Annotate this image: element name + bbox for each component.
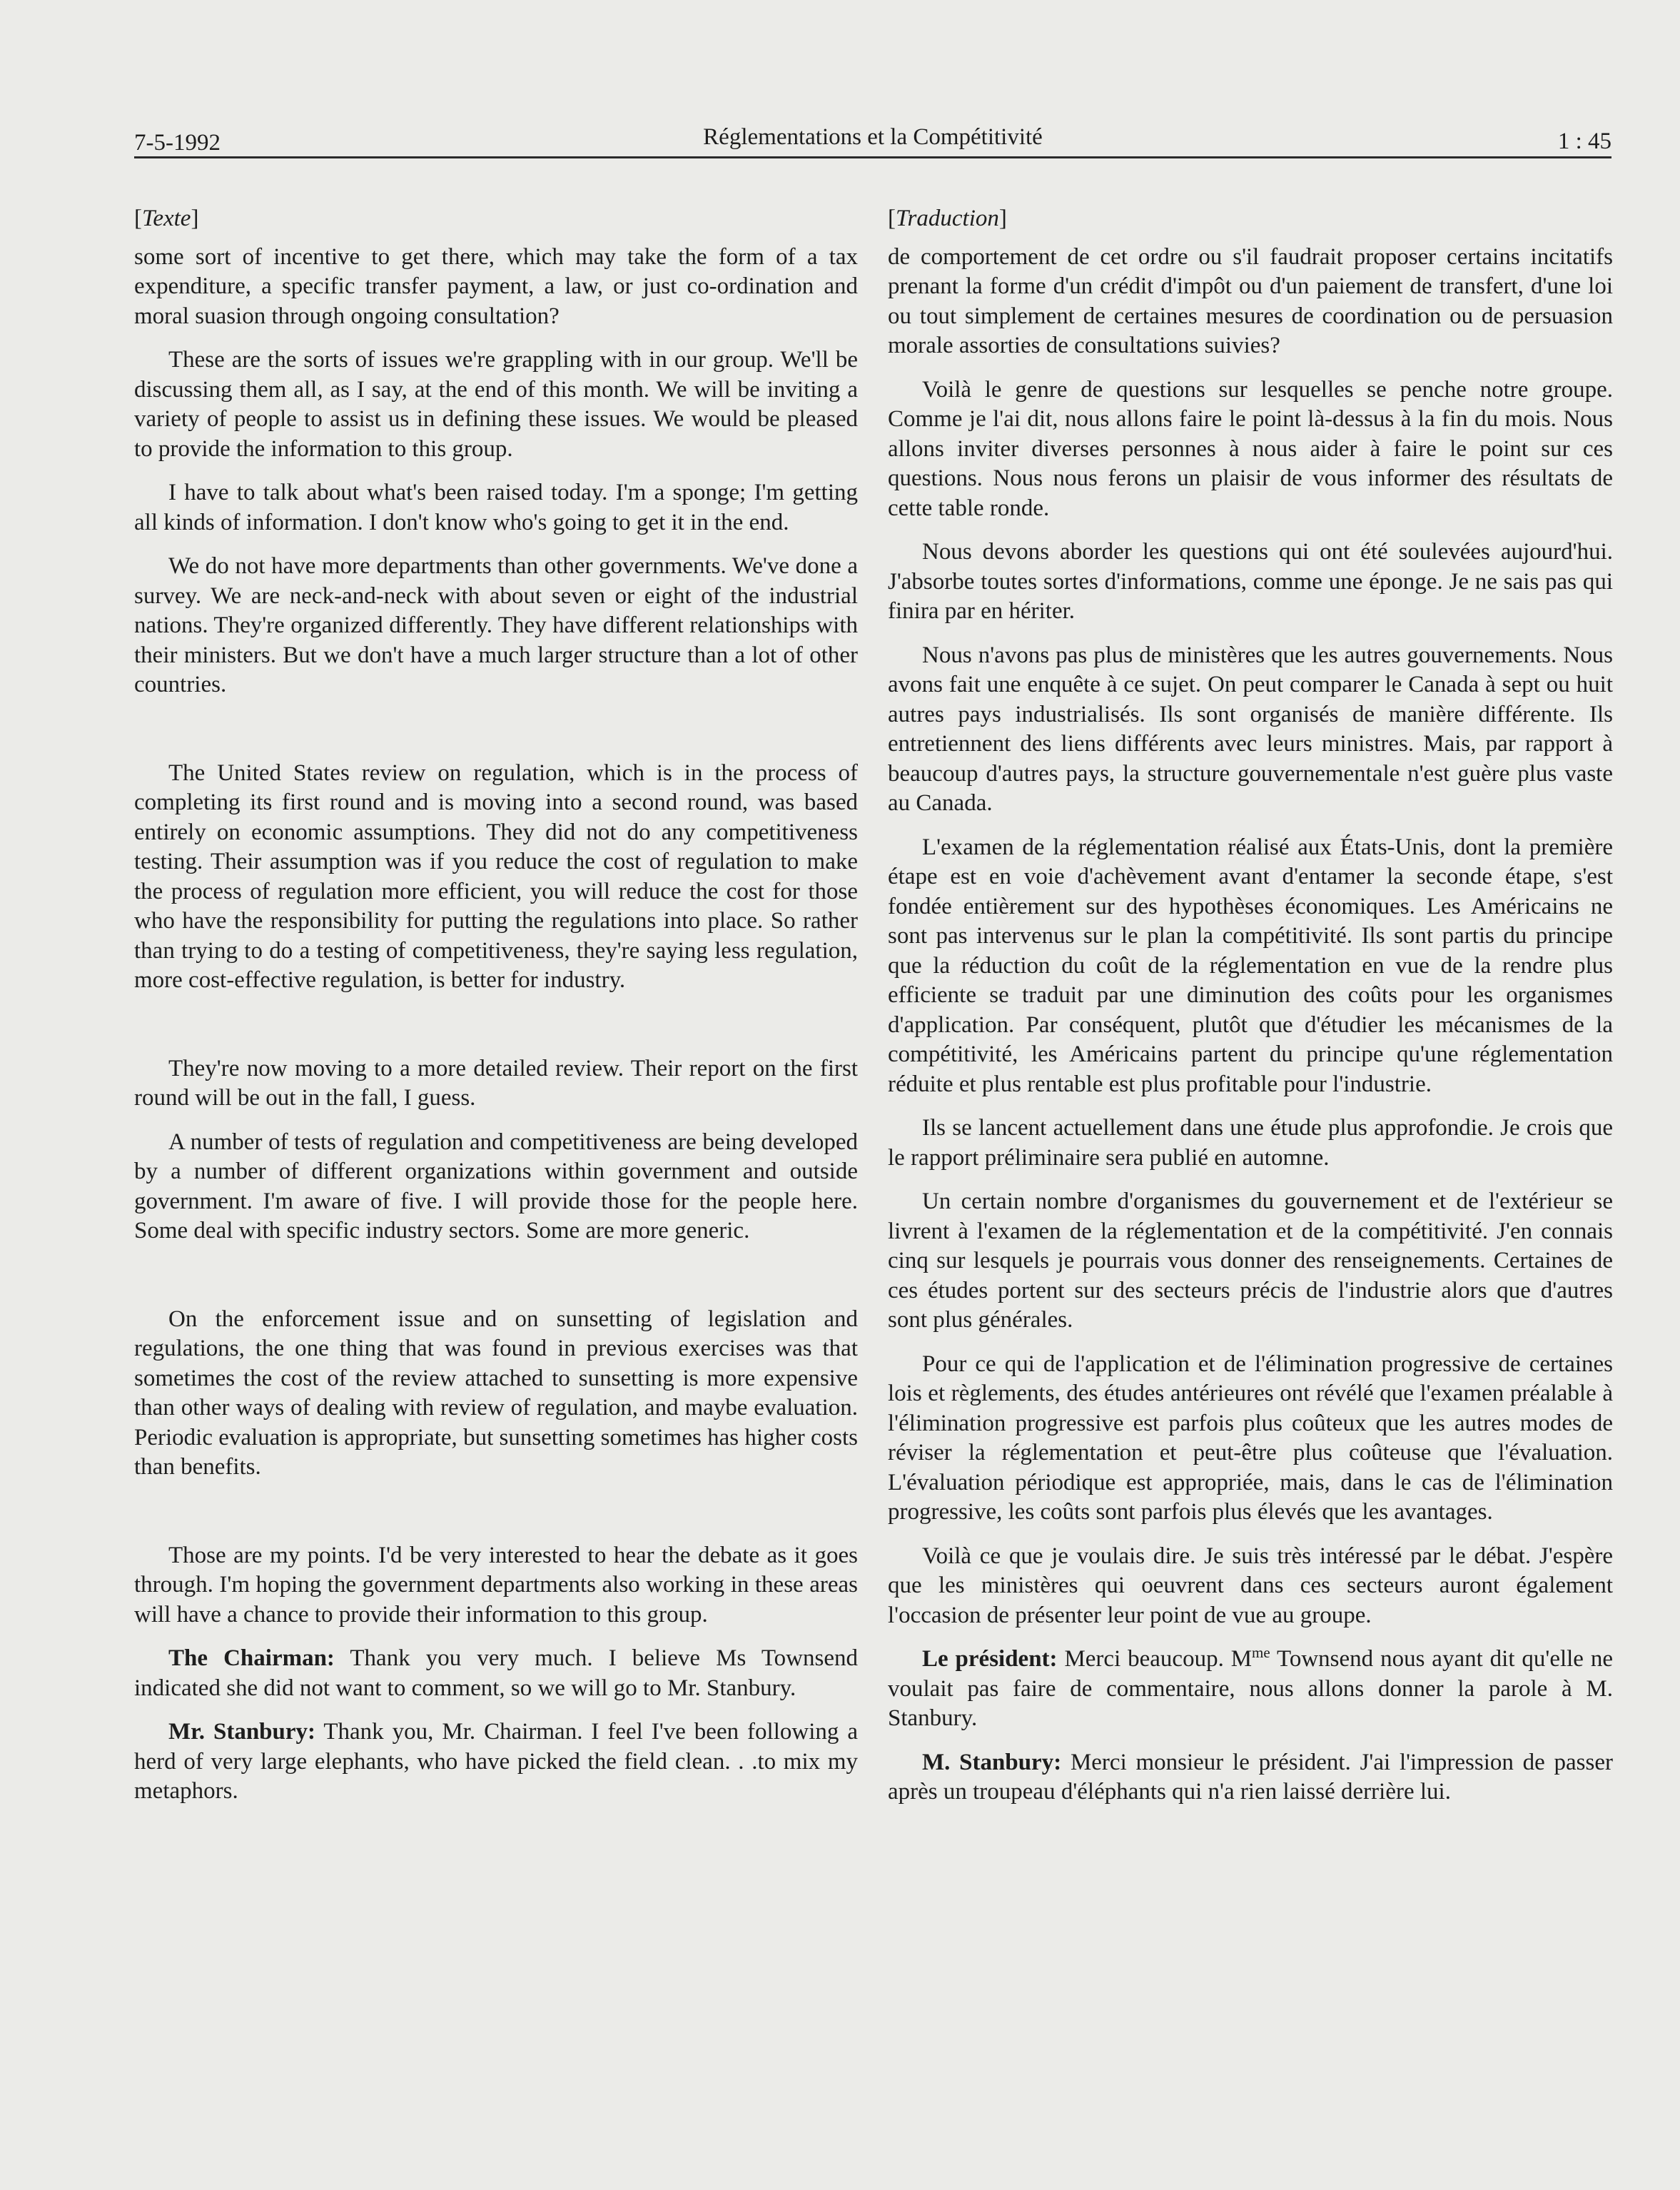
paragraph: A number of tests of regulation and competitiveness are being developed by a number of different organizations within government and outside government. I'm aware of five. I will provide those for the people here. Some deal with specific industry sectors. Some are more generic. xyxy=(134,1129,858,1243)
paragraph: Nous n'avons pas plus de ministères que les autres gouvernements. Nous avons fait une enquête à ce sujet. On peut comparer le Canada à sept ou huit autres pays industrialisés. Ils sont organisés de manière différente. Ils entretiennent des liens différents avec leurs ministres. Mais, par rapport à beaucoup d'autres pays, la structure gouvernementale n'est guère plus vaste au Canada. xyxy=(888,642,1613,816)
paragraph: Nous devons aborder les questions qui ont été soulevées aujourd'hui. J'absorbe toutes sortes d'informations, comme une éponge. Je ne sais pas qui finira par en hériter. xyxy=(888,539,1613,624)
speaker-paragraph: The Chairman: Thank you very much. I believe Ms Townsend indicated she did not want to comment, so we will go to Mr. Stanbury. xyxy=(134,1645,858,1701)
paragraph: We do not have more departments than other governments. We've done a survey. We are neck-and-neck with about seven or eight of the industrial nations. They're organized differently. They have different relationships with their ministers. But we don't have a much larger structure than a lot of other countries. xyxy=(134,553,858,697)
header-title: Réglementations et la Compétitivité xyxy=(703,124,1043,150)
header-date: 7-5-1992 xyxy=(134,130,221,156)
right-column-french xyxy=(888,204,1613,1822)
paragraph: Pour ce qui de l'application et de l'élimination progressive de certaines lois et règlements, des études antérieures ont révélé que l'examen préalable à l'élimination progressive est parfois plus coûteux que les autres modes de réviser la réglementation et peut-être plus coûteuse que l'évaluation. L'évaluation périodique est appropriée, mais, dans le cas de l'élimination progressive, les coûts sont parfois plus élevés que les avantages. xyxy=(888,1351,1613,1525)
paragraph: L'examen de la réglementation réalisé aux États-Unis, dont la première étape est en voie d'achèvement avant d'entamer la seconde étape, s'est fondée entièrement sur des hypothèses économiques. Les Américains ne sont pas intervenus sur le plan la compétitivité. Ils sont partis du principe que la réduction du coût de la réglementation en vue de la rendre plus efficiente se traduit par une diminution des coûts pour les organismes d'application. Par conséquent, plutôt que d'étudier les mécanismes de la compétitivité, les Américains partent du principe qu'une réglementation réduite et plus rentable est plus profitable pour l'industrie. xyxy=(888,834,1613,1097)
left-column-label: [Texte] xyxy=(134,206,199,231)
paragraph: Voilà le genre de questions sur lesquelles se penche notre groupe. Comme je l'ai dit, nous allons faire le point là-dessus à la fin du mois. Nous allons inviter diverses personnes à nous aider à faire le point sur ces questions. Nous nous ferons un plaisir de vous informer des résultats de cette table ronde. xyxy=(888,376,1613,521)
header-page-number: 1 : 45 xyxy=(1557,128,1611,154)
page-header xyxy=(134,121,1611,156)
paragraph: Un certain nombre d'organismes du gouvernement et de l'extérieur se livrent à l'examen de la réglementation et de la compétitivité. J'en connais cinq sur lesquels je pourrais vous donner des renseignements. Certaines de ces études portent sur des secteurs précis de l'industrie alors que d'autres sont plus générales. xyxy=(888,1189,1613,1333)
left-column-english xyxy=(134,204,858,1821)
paragraph: These are the sorts of issues we're grappling with in our group. We'll be discussing them all, as I say, at the end of this month. We will be inviting a variety of people to assist us in defining these issues. We would be pleased to provide the information to this group. xyxy=(134,347,858,462)
paragraph: On the enforcement issue and on sunsetting of legislation and regulations, the one thing that was found in previous exercises was that sometimes the cost of the review attached to sunsetting is more expensive than other ways of dealing with review of regulation, and maybe evaluation. Periodic evaluation is appropriate, but sunsetting sometimes has higher costs than benefits. xyxy=(134,1306,858,1480)
speaker-name: The Chairman: xyxy=(168,1645,335,1671)
paragraph: I have to talk about what's been raised today. I'm a sponge; I'm getting all kinds of information. I don't know who's going to get it in the end. xyxy=(134,480,858,535)
right-column-label: [Traduction] xyxy=(888,206,1007,231)
paragraph: They're now moving to a more detailed review. Their report on the first round will be out in the fall, I guess. xyxy=(134,1055,858,1111)
header-rule xyxy=(134,156,1611,158)
speaker-name: Mr. Stanbury: xyxy=(168,1719,316,1745)
paragraph: Ils se lancent actuellement dans une étude plus approfondie. Je crois que le rapport préliminaire sera publié en automne. xyxy=(888,1115,1613,1171)
speaker-paragraph: M. Stanbury: Merci monsieur le président. J'ai l'impression de passer après un troupeau d'éléphants qui n'a rien laissé derrière lui. xyxy=(888,1749,1613,1805)
speaker-name: M. Stanbury: xyxy=(922,1749,1062,1775)
speaker-paragraph: Mr. Stanbury: Thank you, Mr. Chairman. I feel I've been following a herd of very large elephants, who have picked the field clean. . .to mix my metaphors. xyxy=(134,1719,858,1804)
speaker-name: Le président: xyxy=(922,1646,1058,1672)
paragraph: de comportement de cet ordre ou s'il faudrait proposer certains incitatifs prenant la forme d'un crédit d'impôt ou d'un paiement de transfert, d'une loi ou tout simplement de certaines mesures de coordination ou de persuasion morale assorties de consultations suivies? xyxy=(888,243,1613,358)
paragraph: Voilà ce que je voulais dire. Je suis très intéressé par le débat. J'espère que les ministères qui oeuvrent dans ces secteurs auront également l'occasion de présenter leur point de vue au groupe. xyxy=(888,1543,1613,1628)
paragraph: some sort of incentive to get there, which may take the form of a tax expenditure, a specific transfer payment, a law, or just co-ordination and moral suasion through ongoing consultation? xyxy=(134,243,858,329)
speaker-paragraph: Le président: Merci beaucoup. $M^{me}$ Townsend nous ayant dit qu'elle ne voulait pas faire de commentaire, nous allons donner la parole à M. Stanbury. xyxy=(888,1644,1613,1731)
paragraph: The United States review on regulation, which is in the process of completing its first round and is moving into a second round, was based entirely on economic assumptions. They did not do any competitiveness testing. Their assumption was if you reduce the cost of regulation to make the process of regulation more efficient, you will reduce the cost for those who have the responsibility for putting the regulations into place. So rather than trying to do a testing of competitiveness, they're saying less regulation, more cost-effective regulation, is better for industry. xyxy=(134,760,858,993)
paragraph: Those are my points. I'd be very interested to hear the debate as it goes through. I'm hoping the government departments also working in these areas will have a chance to provide their information to this group. xyxy=(134,1542,858,1628)
